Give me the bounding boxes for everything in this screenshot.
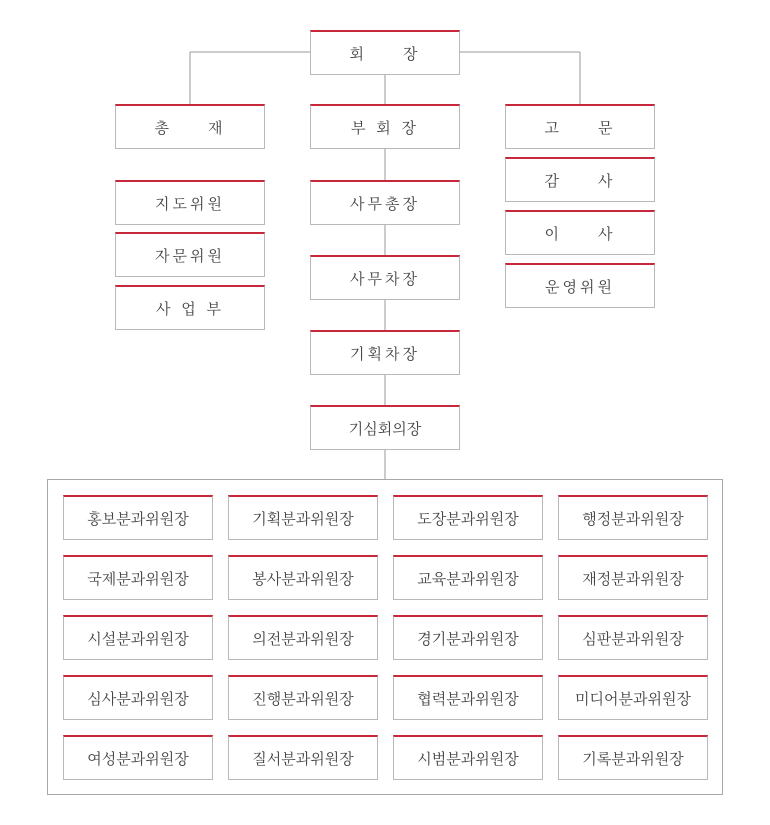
committee-box[interactable]	[228, 495, 378, 540]
center-column-box[interactable]	[310, 405, 460, 450]
president-box[interactable]	[310, 30, 460, 75]
center-column-label: 기획차장	[350, 344, 420, 363]
committee-label: 협력분과위원장	[417, 689, 519, 708]
committee-label: 미디어분과위원장	[575, 689, 691, 708]
committee-box[interactable]	[228, 675, 378, 720]
committee-label: 도장분과위원장	[417, 509, 519, 528]
advisor-box[interactable]	[505, 104, 655, 149]
committee-box[interactable]	[63, 735, 213, 780]
committee-box[interactable]	[558, 735, 708, 780]
vice-president-label: 부 회 장	[350, 118, 419, 137]
committee-box[interactable]	[228, 735, 378, 780]
left-column-box[interactable]	[115, 285, 265, 330]
committee-box[interactable]	[558, 615, 708, 660]
committee-label: 봉사분과위원장	[252, 569, 354, 588]
committee-label: 진행분과위원장	[252, 689, 354, 708]
right-column-label: 운영위원	[545, 277, 615, 296]
right-column-box[interactable]	[505, 210, 655, 255]
left-column-box[interactable]	[115, 232, 265, 277]
committee-box[interactable]	[558, 495, 708, 540]
committee-label: 의전분과위원장	[252, 629, 354, 648]
committee-label: 경기분과위원장	[417, 629, 519, 648]
committee-box[interactable]	[63, 675, 213, 720]
left-column-label: 자문위원	[155, 246, 225, 265]
center-column-label: 사무차장	[350, 269, 420, 288]
committee-box[interactable]	[228, 615, 378, 660]
center-column-label: 사무총장	[350, 194, 420, 213]
committee-label: 국제분과위원장	[87, 569, 189, 588]
committee-box[interactable]	[63, 615, 213, 660]
committee-label: 행정분과위원장	[582, 509, 684, 528]
vice-president-box[interactable]	[310, 104, 460, 149]
committee-label: 홍보분과위원장	[87, 509, 189, 528]
center-column-box[interactable]	[310, 255, 460, 300]
right-column-box[interactable]	[505, 263, 655, 308]
left-column-label: 사 업 부	[155, 299, 224, 318]
right-column-box[interactable]	[505, 157, 655, 202]
committee-label: 교육분과위원장	[417, 569, 519, 588]
committee-box[interactable]	[63, 555, 213, 600]
left-column-box[interactable]	[115, 180, 265, 225]
center-column-box[interactable]	[310, 180, 460, 225]
committee-box[interactable]	[558, 675, 708, 720]
left-column-label: 지도위원	[155, 194, 225, 213]
committee-label: 시범분과위원장	[417, 749, 519, 768]
president-label: 회 장	[349, 44, 421, 63]
committee-box[interactable]	[393, 495, 543, 540]
treasurer-label: 총 재	[154, 118, 226, 137]
committee-label: 여성분과위원장	[87, 749, 189, 768]
committee-box[interactable]	[393, 555, 543, 600]
committee-box[interactable]	[393, 675, 543, 720]
center-column-box[interactable]	[310, 330, 460, 375]
committee-label: 심사분과위원장	[87, 689, 189, 708]
committee-label: 질서분과위원장	[252, 749, 354, 768]
right-column-label: 감 사	[544, 171, 616, 190]
committee-label: 재정분과위원장	[582, 569, 684, 588]
committee-box[interactable]	[63, 495, 213, 540]
committee-box[interactable]	[228, 555, 378, 600]
committee-box[interactable]	[393, 615, 543, 660]
advisor-label: 고 문	[544, 118, 616, 137]
committee-label: 시설분과위원장	[87, 629, 189, 648]
committee-label: 심판분과위원장	[582, 629, 684, 648]
right-column-label: 이 사	[544, 224, 616, 243]
committee-box[interactable]	[558, 555, 708, 600]
committee-label: 기록분과위원장	[582, 749, 684, 768]
committee-label: 기획분과위원장	[252, 509, 354, 528]
center-column-label: 기심회의장	[348, 419, 422, 438]
treasurer-box[interactable]	[115, 104, 265, 149]
committee-box[interactable]	[393, 735, 543, 780]
